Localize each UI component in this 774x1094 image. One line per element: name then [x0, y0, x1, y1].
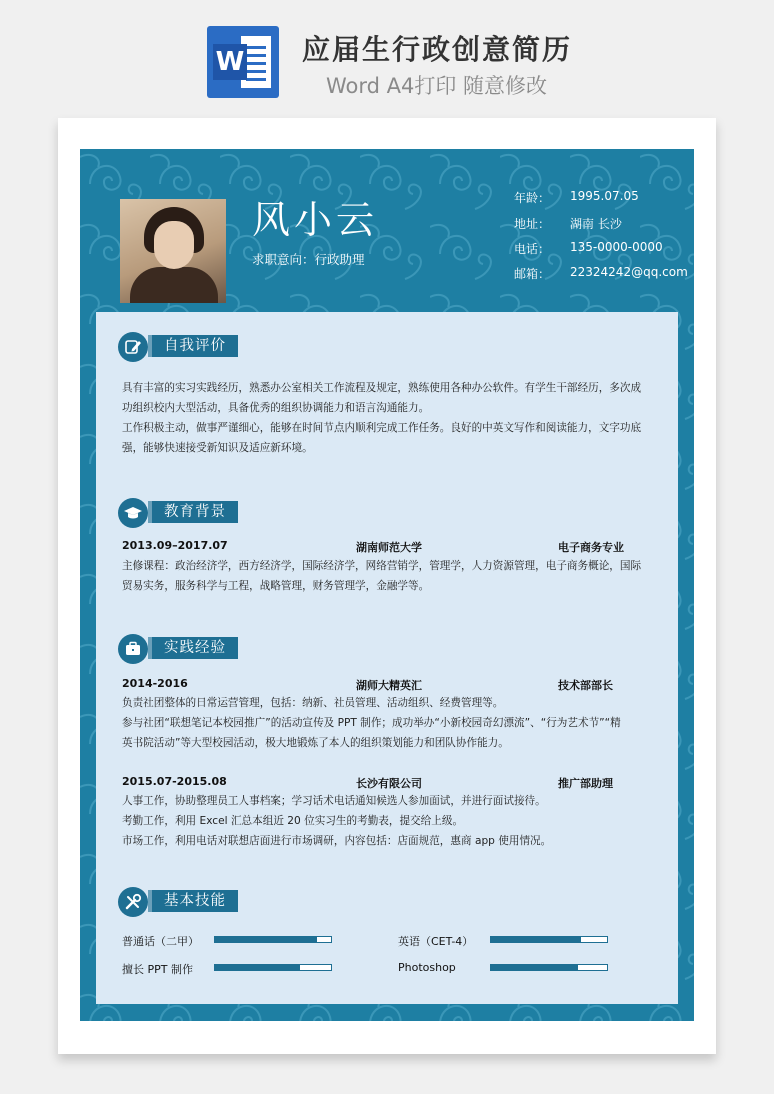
skill-bar	[214, 936, 332, 943]
practice-line: 人事工作，协助整理员工人事档案；学习话术电话通知候选人参加面试，并进行面试接待。	[122, 795, 546, 807]
info-label-phone: 电话：	[514, 242, 551, 256]
skill-bar	[214, 964, 332, 971]
skill-bar-fill	[215, 965, 300, 970]
profile-photo	[120, 199, 226, 303]
pencil-icon	[118, 332, 148, 362]
practice-line: 参与社团“联想笔记本校园推广”的活动宣传及 PPT 制作；成功举办“小新校园奇幻漂流”、“行为艺术节”“精	[122, 717, 621, 729]
skill-name: 擅长 PPT 制作	[122, 963, 193, 976]
practice-line: 考勤工作，利用 Excel 汇总本组近 20 位实习生的考勤表，提交给上级。	[122, 815, 464, 827]
practice-line: 英书院活动”等大型校园活动，极大地锻炼了本人的组织策划能力和团队协作能力。	[122, 737, 509, 749]
self-line: 强，能够快速接受新知识及适应新环境。	[122, 442, 313, 454]
skill-name: Photoshop	[398, 961, 456, 974]
practice-details	[122, 791, 658, 851]
education-period: 2013.09–2017.07	[122, 539, 228, 552]
job-intent: 求职意向：行政助理	[252, 252, 365, 267]
education-courses	[122, 556, 658, 596]
section-title-practice: 实践经验	[152, 637, 238, 659]
info-label-email: 邮箱：	[514, 267, 551, 281]
section-title-self: 自我评价	[152, 335, 238, 357]
info-value-address: 湖南 长沙	[570, 217, 622, 231]
info-label-age: 年龄：	[514, 191, 551, 205]
candidate-name: 风小云	[252, 198, 379, 242]
briefcase-icon	[118, 634, 148, 664]
skill-bar	[490, 964, 608, 971]
info-label-address: 地址：	[514, 217, 551, 231]
practice-role: 技术部部长	[558, 679, 613, 692]
self-evaluation	[122, 378, 658, 458]
resume-paper	[58, 118, 716, 1054]
education-line: 贸易实务，服务科学与工程，战略管理，财务管理学，金融学等。	[122, 580, 430, 592]
self-line: 功组织校内大型活动，具备优秀的组织协调能力和语言沟通能力。	[122, 402, 430, 414]
skill-name: 英语（CET-4）	[398, 935, 474, 948]
practice-line: 市场工作，利用电话对联想店面进行市场调研，内容包括：店面规范，惠商 app 使用情况。	[122, 835, 552, 847]
practice-period: 2015.07-2015.08	[122, 775, 227, 788]
skill-bar	[490, 936, 608, 943]
education-major: 电子商务专业	[558, 541, 624, 554]
education-school: 湖南师范大学	[356, 541, 422, 554]
info-value-email: 22324242@qq.com	[570, 265, 688, 279]
resume-frame	[80, 149, 694, 1021]
self-line: 具有丰富的实习实践经历，熟悉办公室相关工作流程及规定，熟练使用各种办公软件。有学生干部经历，多次成	[122, 382, 642, 394]
info-value-phone: 135-0000-0000	[570, 240, 663, 254]
self-line: 工作积极主动，做事严谨细心，能够在时间节点内顺利完成工作任务。良好的中英文写作和阅读能力，文字功底	[122, 422, 642, 434]
skill-bar-fill	[491, 937, 581, 942]
practice-row	[122, 677, 658, 693]
skill-bar-fill	[215, 937, 317, 942]
word-icon	[207, 26, 279, 98]
word-logo-letter: W	[213, 44, 247, 80]
practice-org: 长沙有限公司	[356, 777, 422, 790]
banner-title: 应届生行政创意简历	[302, 33, 573, 66]
skill-bar-fill	[491, 965, 578, 970]
info-value-age: 1995.07.05	[570, 189, 639, 203]
graduation-cap-icon	[118, 498, 148, 528]
practice-row	[122, 775, 658, 791]
practice-period: 2014-2016	[122, 677, 188, 690]
resume-content	[96, 312, 678, 1004]
banner	[0, 0, 774, 118]
skill-name: 普通话（二甲）	[122, 935, 199, 948]
practice-role: 推广部助理	[558, 777, 613, 790]
tools-icon	[118, 887, 148, 917]
practice-details	[122, 693, 658, 753]
education-line: 主修课程：政治经济学，西方经济学，国际经济学，网络营销学，管理学，人力资源管理，电子商务概论，国际	[122, 560, 642, 572]
practice-line: 负责社团整体的日常运营管理，包括：纳新、社员管理、活动组织、经费管理等。	[122, 697, 504, 709]
section-title-skills: 基本技能	[152, 890, 238, 912]
education-row	[122, 539, 658, 555]
practice-org: 湖师大精英汇	[356, 679, 422, 692]
section-title-education: 教育背景	[152, 501, 238, 523]
banner-subtitle: Word A4打印 随意修改	[326, 74, 548, 98]
